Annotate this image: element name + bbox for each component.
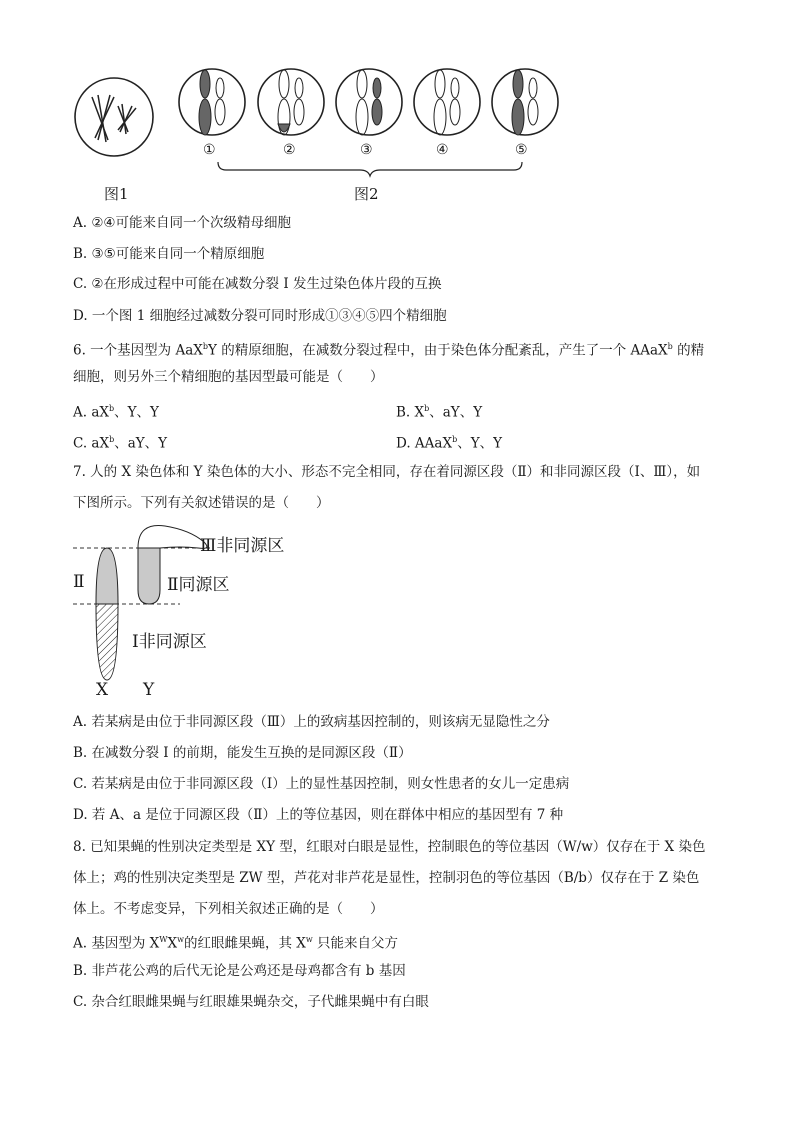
q7-option-a: A. 若某病是由位于非同源区段（Ⅲ）上的致病基因控制的，则该病无显隐性之分 [73,714,550,730]
figure1-cell [75,78,153,156]
q8-stem-line2: 体上；鸡的性别决定类型是 ZW 型，芦花对非芦花是显性，控制羽色的等位基因（B/b）仅存在于 Z 染色 [73,870,700,886]
q7-label-Y: Y [143,680,155,700]
q8-option-c: C. 杂合红眼雌果蝇与红眼雄果蝇杂交，子代雌果蝇中有白眼 [73,994,429,1010]
cell-label-5: ⑤ [515,142,528,158]
cell-label-4: ④ [436,142,449,158]
q5-option-b: B. ③⑤可能来自同一个精原细胞 [73,246,265,262]
q7-label-II-left: Ⅱ [73,572,85,592]
q7-label-III: Ⅲ非同源区 [200,536,285,556]
q7-option-c: C. 若某病是由位于非同源区段（Ⅰ）上的显性基因控制，则女性患者的女儿一定患病 [73,776,570,792]
figure2-cell-3 [336,69,402,135]
q6-option-a: A. $aX^b$、Y、Y [73,404,159,421]
q7-stem-line1: 7. 人的 X 染色体和 Y 染色体的大小、形态不完全相同，存在着同源区段（Ⅱ）和非同源区段（Ⅰ、Ⅲ），如 [73,464,701,480]
figure2-cell-1 [179,69,245,135]
q7-label-X: X [96,680,109,700]
q6-option-d: D. AAaX$^b$、Y、Y [396,435,503,452]
q6-option-c: C. $aX^b$、aY、Y [73,435,168,452]
q5-option-a: A. ②④可能来自同一个次级精母细胞 [73,215,292,231]
q7-stem-line2: 下图所示。下列有关叙述错误的是（ ） [73,495,330,511]
figure2-caption: 图2 [354,185,379,203]
q5-option-c: C. ②在形成过程中可能在减数分裂 I 发生过染色体片段的互换 [73,276,442,292]
chromosome-figures [70,62,570,182]
cell-label-3: ③ [360,142,373,158]
q7-option-b: B. 在减数分裂 I 的前期，能发生互换的是同源区段（Ⅱ） [73,745,412,761]
q6-stem-line1: 6. 一个基因型为 AaX$^b$Y 的精原细胞，在减数分裂过程中，由于染色体分配紊乱，产生了一个 AAaX$^b$ 的精 [73,342,705,359]
q7-label-II: Ⅱ同源区 [167,575,230,595]
figure2-cell-4 [414,69,480,135]
y-chromosome-region-III [138,525,207,548]
x-chromosome-region-II [96,548,118,604]
q7-option-d: D. 若 A、a 是位于同源区段（Ⅱ）上的等位基因，则在群体中相应的基因型有 7 种 [73,807,564,823]
x-chromosome-region-I [96,604,118,680]
figure2-cell-2 [258,69,324,135]
q7-label-I: Ⅰ非同源区 [132,632,207,652]
q8-option-a: A. 基因型为 $X^WX^w$的红眼雌果蝇，其 $X^w$ 只能来自父方 [73,935,399,952]
figure2-cell-5 [492,69,558,135]
figure1-caption: 图1 [104,185,129,203]
cell-label-2: ② [283,142,296,158]
cell-label-1: ① [203,142,216,158]
q6-stem-line2: 细胞，则另外三个精细胞的基因型最可能是（ ） [73,369,384,385]
q6-option-b: B. $X^b$、aY、Y [396,404,483,421]
q5-option-d: D. 一个图 1 细胞经过减数分裂可同时形成①③④⑤四个精细胞 [73,308,447,324]
figure2-brace [218,162,522,176]
y-chromosome-region-II [138,548,160,604]
q8-option-b: B. 非芦花公鸡的后代无论是公鸡还是母鸡都含有 b 基因 [73,963,406,979]
q8-stem-line1: 8. 已知果蝇的性别决定类型是 XY 型，红眼对白眼是显性，控制眼色的等位基因（W/w）仅存在于 X 染色 [73,839,706,855]
q8-stem-line3: 体上。不考虑变异，下列相关叙述正确的是（ ） [73,901,384,917]
